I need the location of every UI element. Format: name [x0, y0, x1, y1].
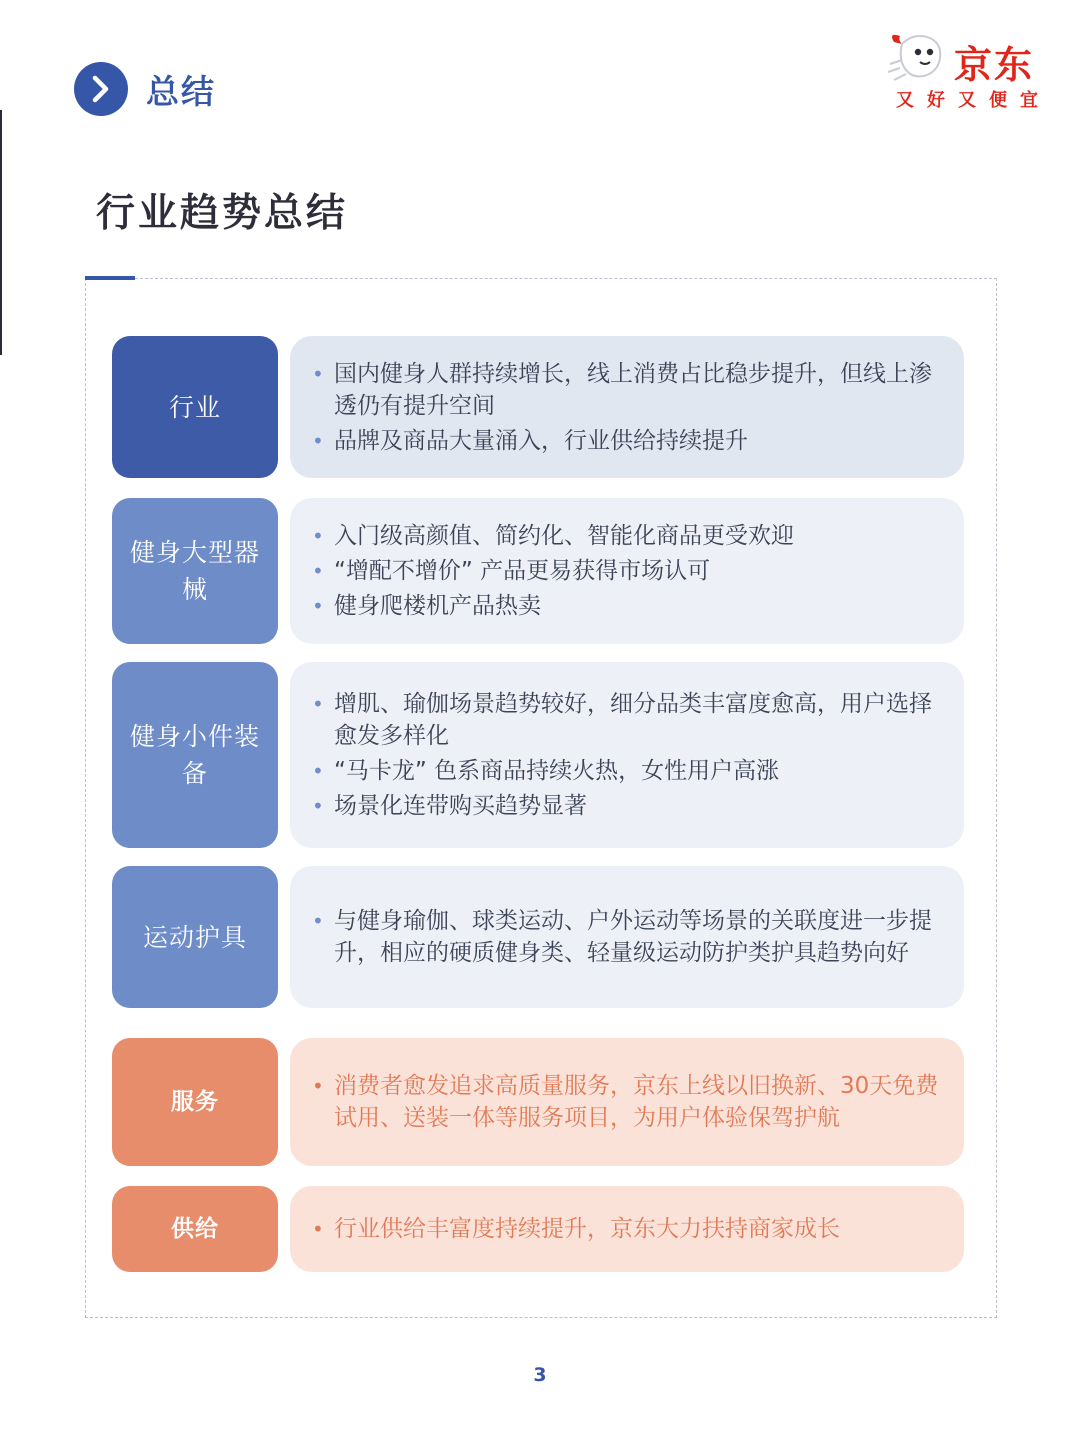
- row-content: [290, 336, 964, 478]
- row-content: [290, 1186, 964, 1272]
- list-item: • 品牌及商品大量涌入，行业供给持续提升: [310, 425, 942, 457]
- row-small-gear: [112, 662, 964, 848]
- brand-slogan: 又好又便宜: [896, 90, 1051, 111]
- list-item: • 增肌、瑜伽场景趋势较好，细分品类丰富度愈高，用户选择愈发多样化: [310, 688, 942, 752]
- page-number: 3: [533, 1364, 547, 1386]
- jd-dog-mascot-icon: [884, 30, 954, 86]
- row-industry: [112, 336, 964, 478]
- list-item: • 健身爬楼机产品热卖: [310, 590, 942, 622]
- list-item: • “增配不增价” 产品更易获得市场认可: [310, 555, 942, 587]
- row-label: 供给: [112, 1186, 278, 1272]
- row-protective-gear: [112, 866, 964, 1008]
- list-item: • 与健身瑜伽、球类运动、户外运动等场景的关联度进一步提升，相应的硬质健身类、轻量级运动防护类护具趋势向好: [310, 905, 942, 969]
- list-item: • “马卡龙” 色系商品持续火热，女性用户高涨: [310, 755, 942, 787]
- page-title: 行业趋势总结: [96, 191, 349, 236]
- row-content: [290, 498, 964, 644]
- list-item: • 场景化连带购买趋势显著: [310, 790, 942, 822]
- row-label: 健身大型器械: [112, 498, 278, 644]
- row-large-equipment: [112, 498, 964, 644]
- row-content: [290, 1038, 964, 1166]
- chevron-right-icon: [74, 62, 128, 116]
- row-supply: [112, 1186, 964, 1272]
- row-label: 行业: [112, 336, 278, 478]
- jd-logo: [884, 30, 1054, 116]
- frame-accent-bar: [85, 276, 135, 280]
- section-header: [74, 62, 216, 116]
- row-content: [290, 662, 964, 848]
- row-label: 健身小件装备: [112, 662, 278, 848]
- brand-name: 京东: [954, 43, 1035, 87]
- row-content: [290, 866, 964, 1008]
- row-label: 运动护具: [112, 866, 278, 1008]
- list-item: • 入门级高颜值、简约化、智能化商品更受欢迎: [310, 520, 942, 552]
- list-item: • 消费者愈发追求高质量服务，京东上线以旧换新、30天免费试用、送装一体等服务项目，为用户体验保驾护航: [310, 1070, 942, 1134]
- row-service: [112, 1038, 964, 1166]
- section-title: 总结: [146, 71, 216, 111]
- list-item: • 行业供给丰富度持续提升，京东大力扶持商家成长: [310, 1213, 942, 1245]
- list-item: • 国内健身人群持续增长，线上消费占比稳步提升，但线上渗透仍有提升空间: [310, 358, 942, 422]
- left-edge-rule: [0, 110, 2, 355]
- row-label: 服务: [112, 1038, 278, 1166]
